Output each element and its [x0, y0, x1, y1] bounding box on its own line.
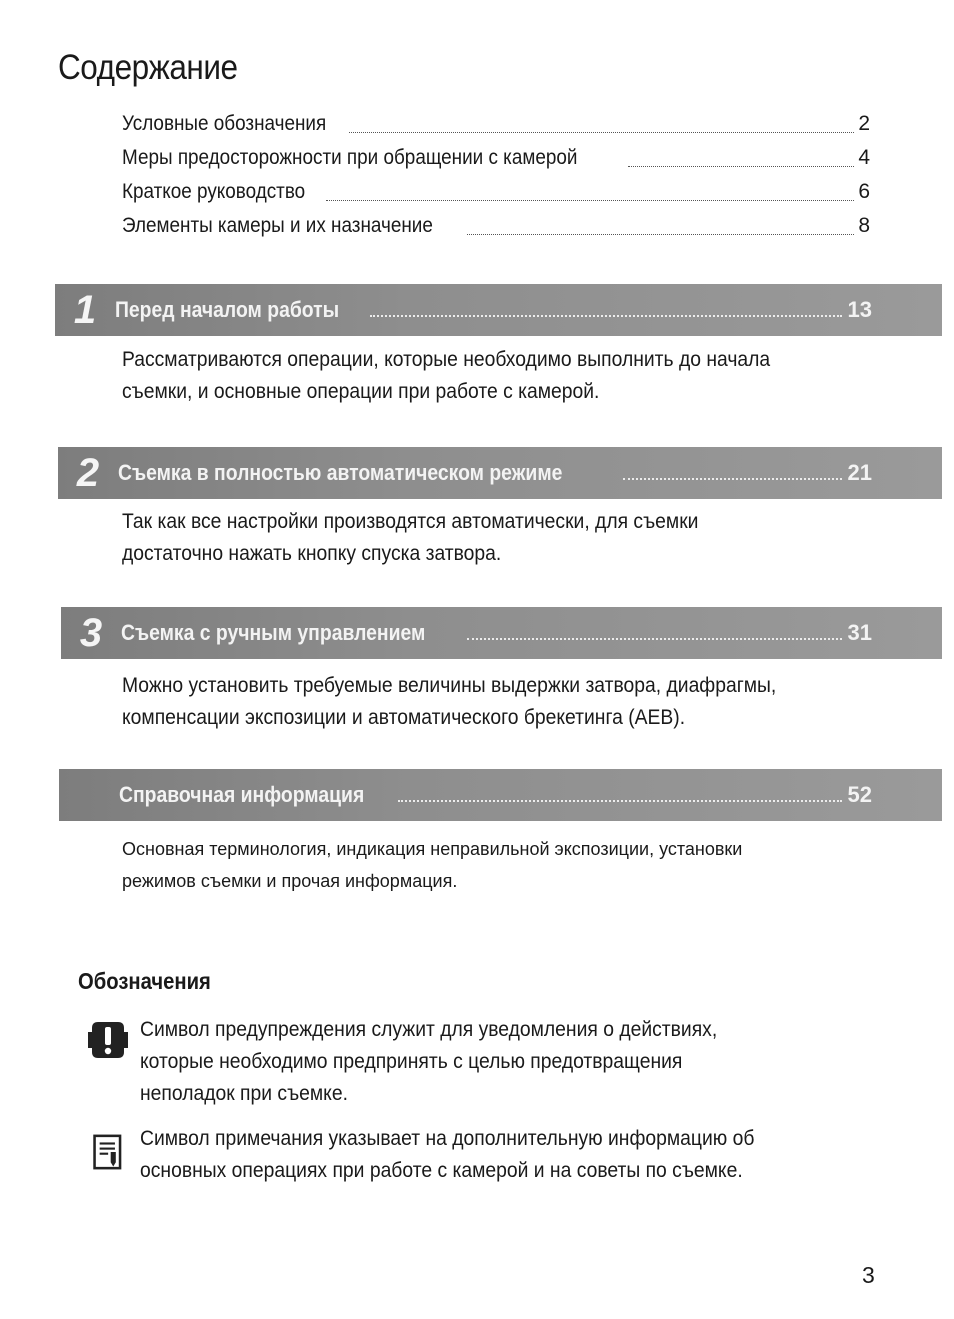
dot-leader — [628, 165, 854, 167]
toc-entry-page: 6 — [858, 180, 870, 203]
symbol-text-line: неполадок при съемке. — [140, 1082, 348, 1105]
chapter-description — [122, 344, 882, 408]
chapter-page: 52 — [847, 782, 872, 807]
toc-entry[interactable] — [122, 146, 870, 172]
toc-entry[interactable] — [122, 112, 870, 138]
symbol-text-line: основных операциях при работе с камерой и на советы по съемке. — [140, 1159, 743, 1182]
symbol-text-line: Символ предупреждения служит для уведомления о действиях, — [140, 1018, 718, 1041]
toc-entry-label: Меры предосторожности при обращении с камерой — [122, 146, 578, 169]
chapter-number: 3 — [79, 610, 103, 655]
chapter-description — [122, 670, 882, 734]
dot-leader — [349, 131, 854, 133]
description-line: Основная терминология, индикация неправильной экспозиции, установки — [122, 839, 743, 859]
note-symbol-row — [88, 1123, 888, 1193]
chapter-band-reference[interactable] — [59, 769, 942, 821]
chapter-band-3[interactable] — [61, 607, 942, 659]
toc-entry-page: 2 — [858, 112, 870, 135]
symbols-heading: Обозначения — [78, 968, 211, 994]
chapter-number: 1 — [73, 287, 97, 332]
symbol-text-line: которые необходимо предпринять с целью предотвращения — [140, 1050, 683, 1073]
chapter-page: 31 — [847, 620, 872, 645]
note-icon — [92, 1131, 126, 1173]
toc-entry-label: Краткое руководство — [122, 180, 306, 203]
page-title: Содержание — [58, 48, 238, 87]
chapter-band-1[interactable] — [55, 284, 942, 336]
chapter-title: Съемка с ручным управлением — [121, 620, 426, 645]
dot-leader — [467, 626, 842, 640]
chapter-number: 2 — [76, 450, 100, 495]
symbol-text-line: Символ примечания указывает на дополнительную информацию об — [140, 1127, 755, 1150]
dot-leader — [370, 303, 842, 317]
dot-leader — [398, 788, 842, 802]
toc-entry-page: 4 — [858, 146, 870, 169]
description-line: Так как все настройки производятся автоматически, для съемки — [122, 510, 699, 533]
description-line: достаточно нажать кнопку спуска затвора. — [122, 542, 502, 565]
chapter-page: 13 — [847, 297, 872, 322]
dot-leader — [326, 199, 855, 201]
toc-entry-label: Условные обозначения — [122, 112, 327, 135]
description-line: режимов съемки и прочая информация. — [122, 871, 458, 891]
chapter-description — [122, 833, 882, 897]
chapter-title: Съемка в полностью автоматическом режиме — [118, 460, 563, 485]
description-line: Рассматриваются операции, которые необходимо выполнить до начала — [122, 348, 771, 371]
chapter-description — [122, 506, 882, 570]
toc-entry-label: Элементы камеры и их назначение — [122, 214, 433, 237]
chapter-page: 21 — [847, 460, 872, 485]
dot-leader — [467, 233, 854, 235]
chapter-band-2[interactable] — [58, 447, 942, 499]
chapter-title: Справочная информация — [119, 782, 365, 807]
dot-leader — [623, 466, 842, 480]
warning-symbol-row — [88, 1014, 888, 1114]
page-number: 3 — [862, 1262, 875, 1288]
toc-entry-page: 8 — [858, 214, 870, 237]
toc-entry[interactable] — [122, 214, 870, 240]
toc-entry[interactable] — [122, 180, 870, 206]
chapter-title: Перед началом работы — [115, 297, 340, 322]
description-line: съемки, и основные операции при работе с камерой. — [122, 380, 600, 403]
warning-icon — [88, 1018, 128, 1062]
description-line: компенсации экспозиции и автоматического брекетинга (AEB). — [122, 706, 686, 729]
description-line: Можно установить требуемые величины выдержки затвора, диафрагмы, — [122, 674, 777, 697]
